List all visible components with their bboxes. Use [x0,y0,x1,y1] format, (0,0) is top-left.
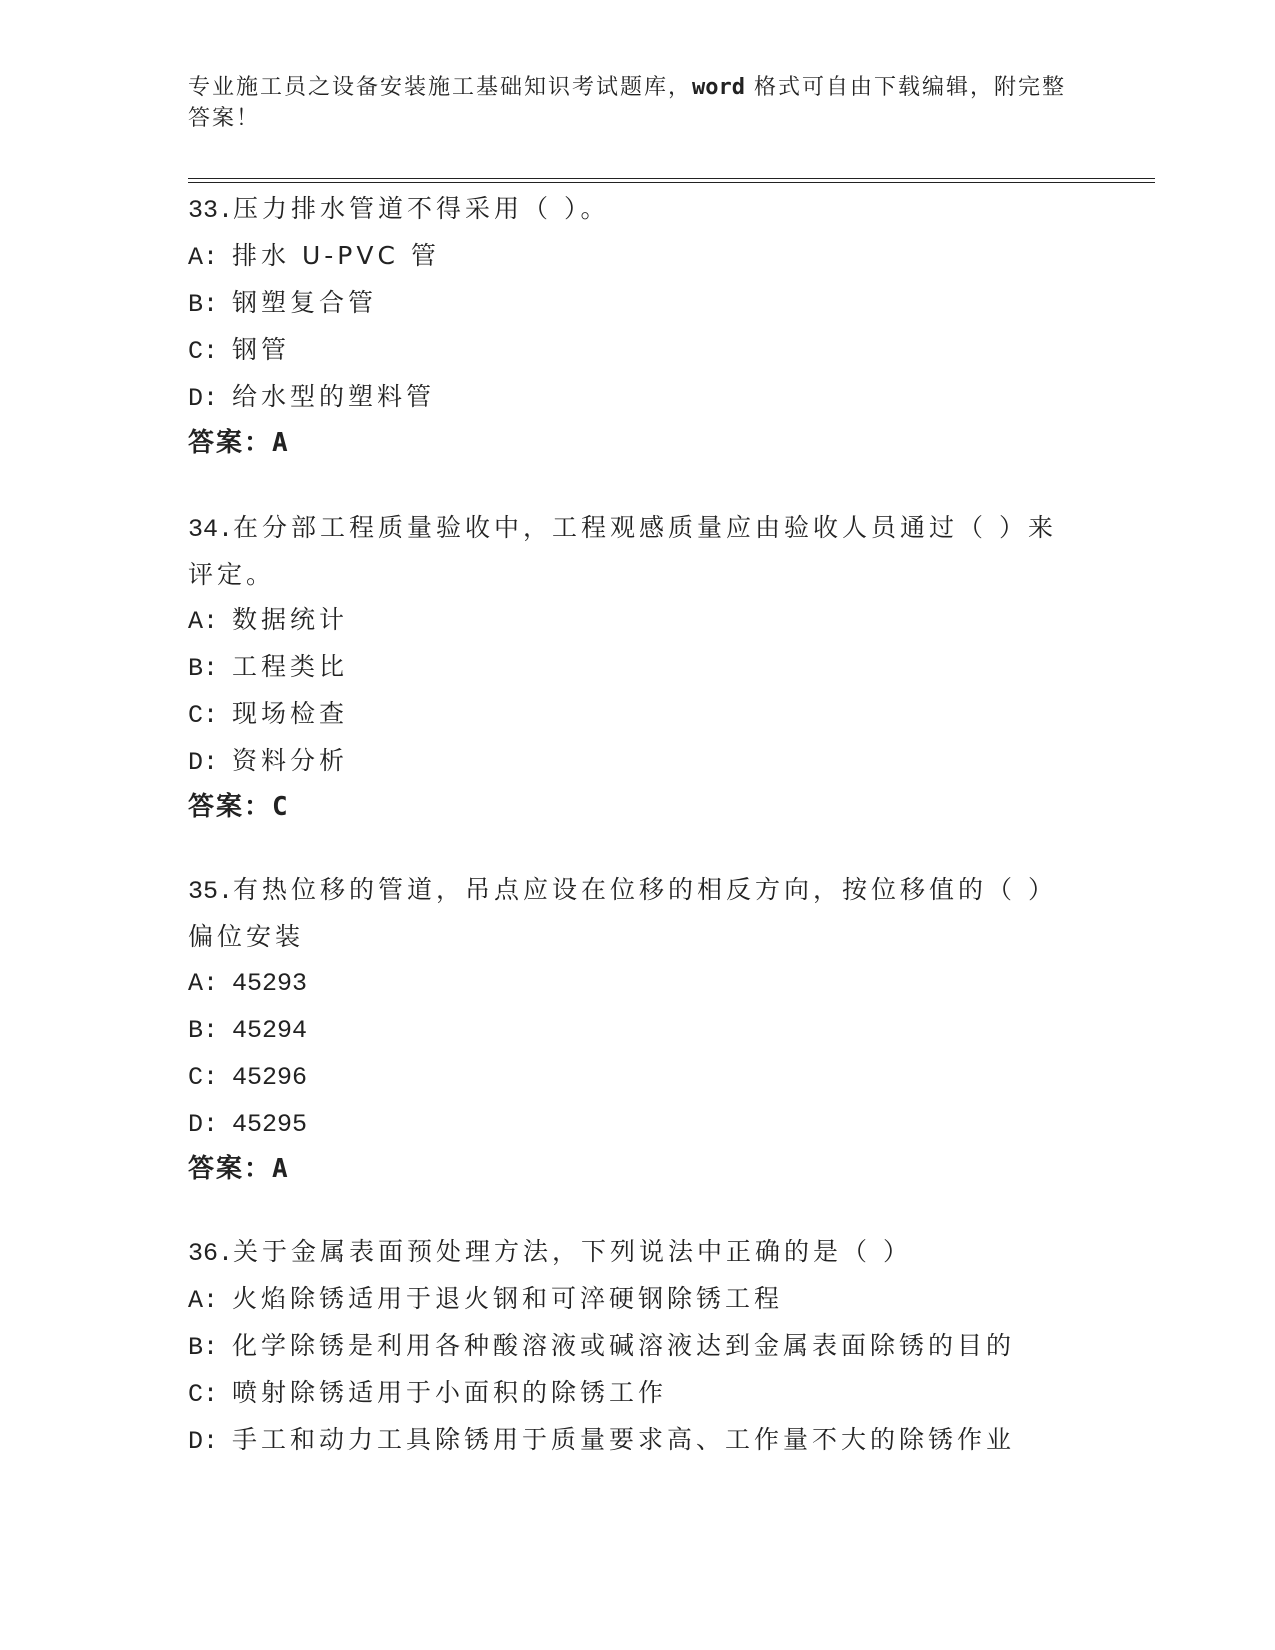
option-key: C: [188,337,219,366]
question-text: 压力排水管道不得采用（ ）。 [233,194,610,223]
header-word: word [692,75,745,100]
option-key: C: [188,1063,219,1092]
option-a [188,597,1068,644]
option-a [188,959,1048,1006]
question-text: 关于金属表面预处理方法，下列说法中正确的是（ ） [233,1237,912,1266]
option-b [188,644,1068,691]
option-c [188,1053,1048,1100]
option-text: 45293 [232,969,308,998]
option-text: 资料分析 [232,746,349,775]
option-text: 工程类比 [232,652,349,681]
answer-line [188,1147,1048,1192]
answer-value: A [272,1154,290,1184]
option-key: D: [188,384,219,413]
option-b [188,280,1088,327]
option-text: 喷射除锈适用于小面积的除锈工作 [232,1378,668,1407]
question-stem [188,505,1068,597]
question-35 [188,867,1048,1192]
question-stem [188,1229,1088,1276]
option-key: C: [188,1380,219,1409]
question-text: 有热位移的管道，吊点应设在位移的相反方向，按位移值的（ ）偏位安装 [188,875,1045,951]
option-key: A: [188,607,219,636]
option-c [188,327,1088,374]
question-number: 33. [188,196,234,225]
option-key: D: [188,1110,219,1139]
answer-label: 答案： [188,428,273,458]
header-divider-bottom [188,182,1155,183]
option-c [188,691,1068,738]
option-text: 钢管 [232,335,291,364]
option-key: A: [188,969,219,998]
option-key: B: [188,1016,219,1045]
option-key: A: [188,1286,219,1315]
option-d [188,1100,1048,1147]
answer-value: C [272,792,290,822]
header-divider-top [188,178,1155,179]
option-d [188,1417,1088,1464]
option-key: B: [188,1333,219,1362]
option-text: 手工和动力工具除锈用于质量要求高、工作量不大的除锈作业 [232,1425,1016,1454]
option-key: B: [188,654,219,683]
question-34 [188,505,1068,830]
question-text: 在分部工程质量验收中，工程观感质量应由验收人员通过（ ）来评定。 [188,513,1057,589]
option-text: 45296 [232,1063,308,1092]
option-text: 给水型的塑料管 [232,382,436,411]
header-text-before: 专业施工员之设备安装施工基础知识考试题库， [188,75,693,100]
option-d [188,374,1088,421]
option-text: 化学除锈是利用各种酸溶液或碱溶液达到金属表面除锈的目的 [232,1331,1016,1360]
answer-line [188,421,1088,466]
option-a [188,1276,1088,1323]
question-number: 36. [188,1239,234,1268]
answer-value: A [272,428,290,458]
question-number: 35. [188,877,234,906]
option-key: D: [188,1427,219,1456]
question-number: 34. [188,515,234,544]
option-key: B: [188,290,219,319]
question-33 [188,186,1088,466]
option-b [188,1323,1088,1370]
document-header [188,72,1068,134]
question-36 [188,1229,1088,1464]
option-a [188,233,1088,280]
answer-label: 答案： [188,1154,273,1184]
option-d [188,738,1068,785]
option-key: C: [188,701,219,730]
option-text: 火焰除锈适用于退火钢和可淬硬钢除锈工程 [232,1284,784,1313]
answer-label: 答案： [188,792,273,822]
option-text: 现场检查 [232,699,349,728]
option-text: 45295 [232,1110,308,1139]
option-key: A: [188,243,219,272]
header-text-after: 格式可自由下载编辑，附完整答案！ [188,75,1066,131]
option-key: D: [188,748,219,777]
question-stem [188,186,1088,233]
option-text: 钢塑复合管 [232,288,378,317]
option-text: 数据统计 [232,605,349,634]
option-text: 排水 U-PVC 管 [232,241,440,270]
option-c [188,1370,1088,1417]
answer-line [188,785,1068,830]
option-text: 45294 [232,1016,308,1045]
option-b [188,1006,1048,1053]
question-stem [188,867,1048,959]
